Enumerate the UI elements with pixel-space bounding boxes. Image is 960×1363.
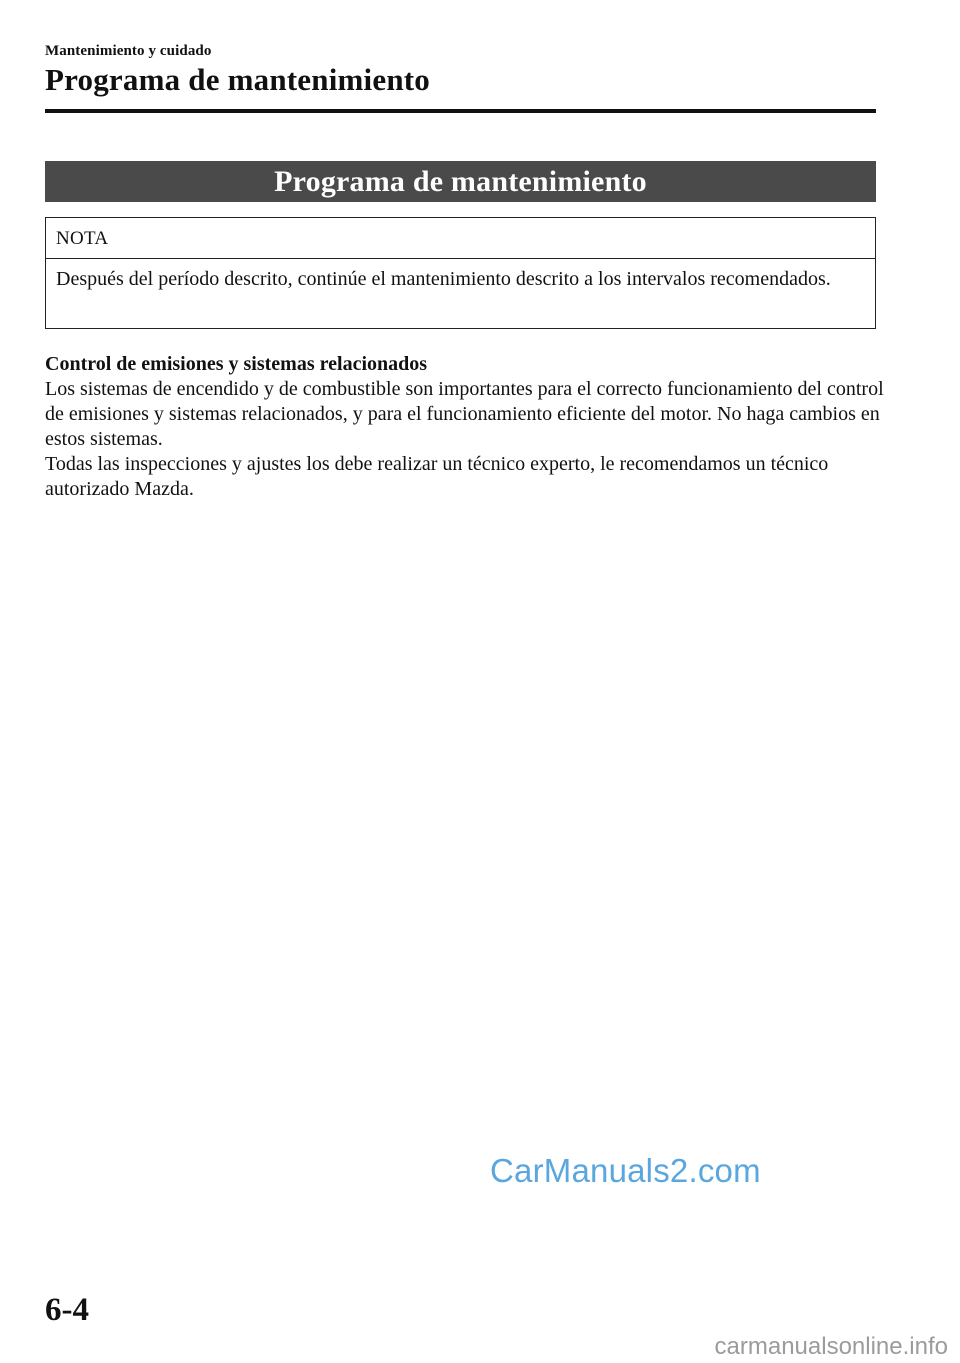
watermark-logo: CarManuals2.com — [490, 1152, 761, 1189]
note-label: NOTA — [46, 218, 875, 259]
running-head: Mantenimiento y cuidado — [45, 43, 212, 59]
body-paragraph-2: Todas las inspecciones y ajustes los debe realizar un técnico experto, le recomendamos un técnico autorizado Mazda. — [45, 453, 829, 500]
chapter-title: Programa de mantenimiento — [45, 62, 430, 97]
section-title-banner: Programa de mantenimiento — [45, 161, 876, 202]
page-number: 6-4 — [45, 1292, 89, 1328]
header-rule — [45, 109, 876, 113]
subsection-heading: Control de emisiones y sistemas relacionados — [45, 353, 428, 375]
note-box — [45, 217, 876, 329]
body-paragraph-1: Los sistemas de encendido y de combustible son importantes para el correcto funcionamiento del control de emisiones y sistemas relacionados, y para el funcionamiento eficiente del motor. No haga cambios en estos sistemas. — [45, 378, 884, 450]
body-content — [45, 352, 885, 502]
footer-watermark: carmanualsonline.info — [714, 1333, 948, 1360]
note-text: Después del período descrito, continúe el mantenimiento descrito a los intervalos recomendados. — [56, 268, 831, 290]
